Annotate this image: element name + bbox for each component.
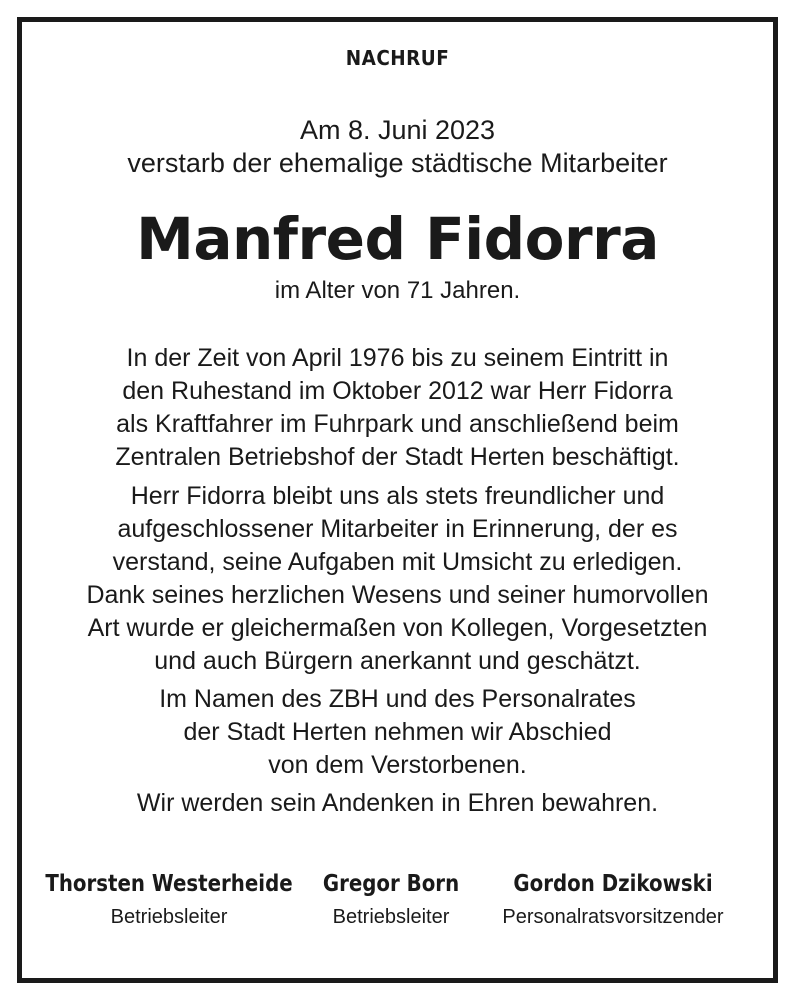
deceased-age: im Alter von 71 Jahren.	[274, 277, 521, 304]
paragraph-farewell	[0, 683, 795, 782]
obituary-heading: NACHRUF	[345, 46, 450, 70]
paragraph-line: Zentralen Betriebshof der Stadt Herten beschäftigt.	[115, 443, 680, 471]
signature-role: Personalratsvorsitzender	[502, 906, 724, 928]
paragraph-line: der Stadt Herten nehmen wir Abschied	[183, 718, 612, 746]
paragraph-career	[0, 342, 795, 474]
paragraph-memory	[0, 480, 795, 678]
paragraph-line: von dem Verstorbenen.	[268, 751, 527, 779]
signature-role: Betriebsleiter	[332, 906, 450, 928]
intro-text	[0, 114, 795, 180]
paragraph-closing	[0, 787, 795, 820]
paragraph-line: Im Namen des ZBH und des Personalrates	[159, 685, 636, 713]
paragraph-line: In der Zeit von April 1976 bis zu seinem Eintritt in	[126, 344, 669, 372]
paragraph-line: Art wurde er gleichermaßen von Kollegen, Vorgesetzten	[87, 614, 708, 642]
intro-date: Am 8. Juni 2023	[299, 115, 496, 145]
paragraph-line: und auch Bürgern anerkannt und geschätzt.	[154, 647, 641, 675]
paragraph-line: den Ruhestand im Oktober 2012 war Herr Fidorra	[122, 377, 673, 405]
signature-block	[25, 868, 313, 932]
paragraph-line: Wir werden sein Andenken in Ehren bewahren.	[136, 789, 659, 817]
signature-name: Gordon Dzikowski	[513, 871, 713, 897]
deceased-name: Manfred Fidorra	[136, 205, 659, 273]
paragraph-line: Dank seines herzlichen Wesens und seiner humorvollen	[86, 581, 709, 609]
paragraph-line: verstand, seine Aufgaben mit Umsicht zu erledigen.	[112, 548, 683, 576]
signature-block	[312, 868, 470, 932]
paragraph-line: Herr Fidorra bleibt uns als stets freundlicher und	[130, 482, 665, 510]
signature-name: Gregor Born	[322, 871, 460, 897]
paragraph-line: aufgeschlossener Mitarbeiter in Erinnerung, der es	[117, 515, 678, 543]
paragraph-line: als Kraftfahrer im Fuhrpark und anschließend beim	[116, 410, 679, 438]
signature-role: Betriebsleiter	[110, 906, 228, 928]
signature-name: Thorsten Westerheide	[45, 871, 293, 897]
signature-block	[497, 868, 729, 932]
intro-statement: verstarb der ehemalige städtische Mitarbeiter	[127, 148, 668, 178]
